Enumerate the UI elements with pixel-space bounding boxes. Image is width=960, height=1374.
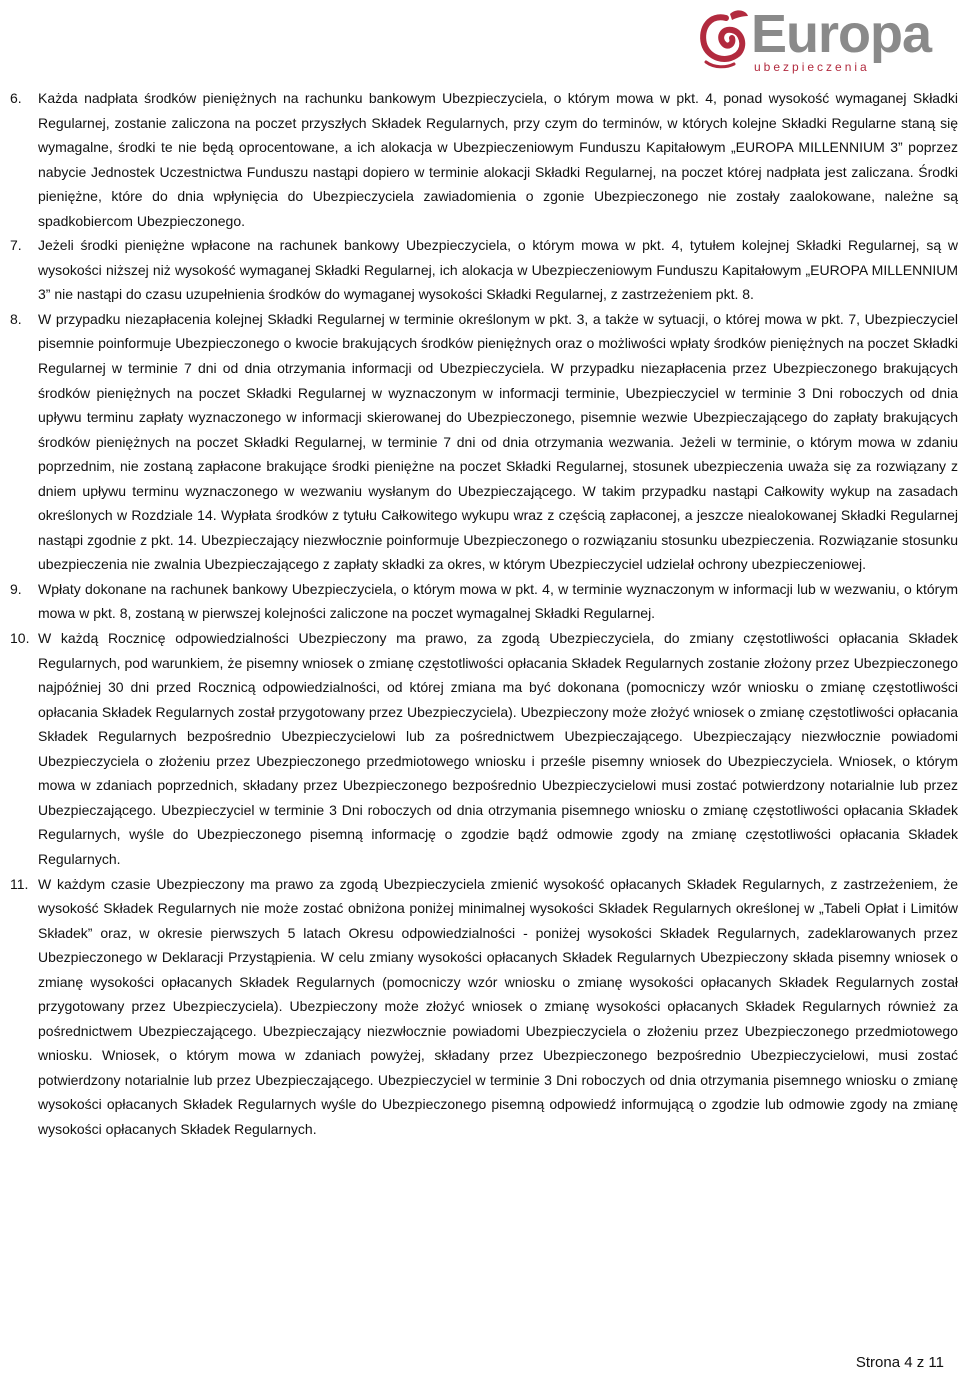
list-item-10: [10, 626, 958, 871]
list-item-8: [10, 307, 958, 577]
item-text: W każdą Rocznicę odpowiedzialności Ubezpieczony ma prawo, za zgodą Ubezpieczyciela, do zmiany częstotliwości opłacania Składek Regularnych, pod warunkiem, że pisemny wniosek o zmianę częstotliwości opłacania Składek Regularnych zostanie złożony przez Ubezpieczonego najpóźniej 30 dni przed Rocznicą odpowiedzialności, od której zmiana ma być dokonana (pomocniczy wzór wniosku o zmianę częstotliwości opłacania Składek Regularnych został przygotowany przez Ubezpieczyciela). Ubezpieczony może złożyć wniosek o zmianę częstotliwości opłacania Składek Regularnych bezpośrednio Ubezpieczycielowi lub za pośrednictwem Ubezpieczającego. Ubezpieczający niezwłocznie powiadomi Ubezpieczyciela o złożeniu przez Ubezpieczonego przedmiotowego wniosku i prześle pisemny wniosek do Ubezpieczyciela. Wniosek, o którym mowa w zdaniach poprzednich, składany przez Ubezpieczonego bezpośrednio Ubezpieczycielowi musi zostać potwierdzony notarialnie lub przez Ubezpieczającego. Ubezpieczyciel w terminie 3 Dni roboczych od dnia otrzymania pisemnego wniosku o zmianę częstotliwości opłacania Składek Regularnych, wyśle do Ubezpieczonego pisemną informację o zgodzie bądź odmowie zgody na zmianę częstotliwości opłacania Składek Regularnych.: [38, 630, 958, 867]
europa-logo: [696, 6, 946, 76]
item-text: W każdym czasie Ubezpieczony ma prawo za zgodą Ubezpieczyciela zmienić wysokość opłacanych Składek Regularnych, z zastrzeżeniem, że wysokość Składek Regularnych nie może zostać obniżona poniżej minimalnej wysokości Składek Regularnych określonej w „Tabeli Opłat i Limitów Składek” oraz, w okresie pierwszych 5 latach Okresu odpowiedzialności - poniżej wysokości Składek Regularnych, zadeklarowanych przez Ubezpieczonego w Deklaracji Przystąpienia. W celu zmiany wysokości opłacanych Składek Regularnych Ubezpieczony składa pisemny wniosek o zmianę wysokości opłacanych Składek Regularnych (pomocniczy wzór wniosku o zmianę wysokości opłacanych Składek Regularnych został przygotowany przez Ubezpieczyciela). Ubezpieczony może złożyć wniosek o zmianę wysokości opłacanych Składek Regularnych również za pośrednictwem Ubezpieczającego. Ubezpieczający niezwłocznie powiadomi Ubezpieczyciela o złożeniu przez Ubezpieczonego przedmiotowego wniosku. Wniosek, o którym mowa w zdaniach powyżej, składany przez Ubezpieczonego bezpośrednio Ubezpieczycielowi, musi zostać potwierdzony notarialnie lub przez Ubezpieczającego. Ubezpieczyciel w terminie 3 Dni roboczych od dnia otrzymania pisemnego wniosku o zmianę wysokości opłacanych Składek Regularnych wyśle do Ubezpieczonego pisemną odpowiedź informującą o zgodzie lub odmowie zgody na zmianę wysokości opłacanych Składek Regularnych.: [38, 875, 958, 1137]
item-text: Jeżeli środki pieniężne wpłacone na rachunek bankowy Ubezpieczyciela, o którym mowa w pkt. 4, tytułem kolejnej Składki Regularnej, są w wysokości niższej niż wysokość wymaganej Składki Regularnej, ich alokacja w Ubezpieczeniowym Funduszu Kapitałowym „EUROPA MILLENNIUM 3” nie nastąpi do czasu uzupełnienia środków do wymaganej wysokości Składki Regularnej, z zastrzeżeniem pkt. 8.: [38, 237, 958, 303]
item-text: Wpłaty dokonane na rachunek bankowy Ubezpieczyciela, o którym mowa w pkt. 4, w terminie wyznaczonym w informacji lub w wezwaniu, o którym mowa w pkt. 8, zostaną w pierwszej kolejności zaliczone na poczet wymagalnej Składki Regularnej.: [38, 580, 958, 622]
item-number: 9.: [10, 580, 22, 597]
logo-wordmark: Europa: [751, 4, 932, 64]
item-number: 8.: [10, 310, 22, 327]
logo-subtitle: ubezpieczenia: [754, 60, 870, 74]
page-number: Strona 4 z 11: [855, 1354, 944, 1371]
item-number: 6.: [10, 90, 22, 106]
rose-icon: [696, 6, 752, 72]
list-item-7: [10, 233, 958, 307]
list-item-9: [10, 577, 958, 626]
item-text: Każda nadpłata środków pieniężnych na rachunku bankowym Ubezpieczyciela, o którym mowa w pkt. 4, ponad wysokość wymaganej Składki Regularnej, zostanie zaliczona na poczet przyszłych Składek Regularnych, przy czym do terminów, w których kolejne Składki Regularne staną się wymagalne, środki te nie będą oprocentowane, a ich alokacja w Ubezpieczeniowym Funduszu Kapitałowym „EUROPA MILLENNIUM 3” poprzez nabycie Jednostek Uczestnictwa Funduszu nastąpi dopiero w terminie alokacji Składki Regularnej, na poczet której nadpłata jest zaliczana. Środki pieniężne, które do dnia wpłynięcia do Ubezpieczyciela zawiadomienia o zgonie Ubezpieczonego nie zostały zaalokowane, należne są spadkobiercom Ubezpieczonego.: [38, 90, 958, 229]
item-text: W przypadku niezapłacenia kolejnej Składki Regularnej w terminie określonym w pkt. 3, a także w sytuacji, o której mowa w pkt. 7, Ubezpieczyciel pisemnie poinformuje Ubezpieczonego o kwocie brakujących środków pieniężnych oraz o możliwości wpłaty środków pieniężnych na poczet Składki Regularnej w terminie 7 dni od dnia otrzymania informacji od Ubezpieczyciela. W przypadku niezapłacenia przez Ubezpieczonego brakujących środków pieniężnych na poczet Składki Regularnej w wyznaczonym w informacji terminie, Ubezpieczyciel w terminie 3 Dni roboczych od dnia upływu terminu zapłaty wyznaczonego w informacji skierowanej do Ubezpieczonego, pisemnie wezwie Ubezpieczającego do zapłaty brakujących środków pieniężnych na poczet Składki Regularnej, w terminie 7 dni od dnia otrzymania wezwania. Jeżeli w terminie, o którym mowa w zdaniu poprzednim, nie zostaną zapłacone brakujące środki pieniężne na poczet Składki Regularnej, stosunek ubezpieczenia uważa się za rozwiązany z dniem upływu terminu wyznaczonego w wezwaniu wysłanym do Ubezpieczającego. W takim przypadku nastąpi Całkowity wykup na zasadach określonych w Rozdziale 14. Wypłata środków z tytułu Całkowitego wykupu wraz z częścią zapłaconej, a jeszcze niealokowanej Składki Regularnej nastąpi zgodnie z pkt. 14. Ubezpieczający niezwłocznie poinformuje Ubezpieczonego o rozwiązaniu stosunku ubezpieczenia. Rozwiązanie stosunku ubezpieczenia nie zwalnia Ubezpieczającego z zapłaty składki za okres, w którym Ubezpieczyciel udzielał ochrony ubezpieczeniowej.: [38, 310, 958, 573]
list-item-6: [10, 86, 958, 233]
item-number: 10.: [10, 630, 30, 647]
item-number: 11.: [10, 875, 29, 892]
list-item-11: [10, 872, 958, 1142]
document-body: [10, 86, 958, 1142]
item-number: 7.: [10, 237, 22, 254]
